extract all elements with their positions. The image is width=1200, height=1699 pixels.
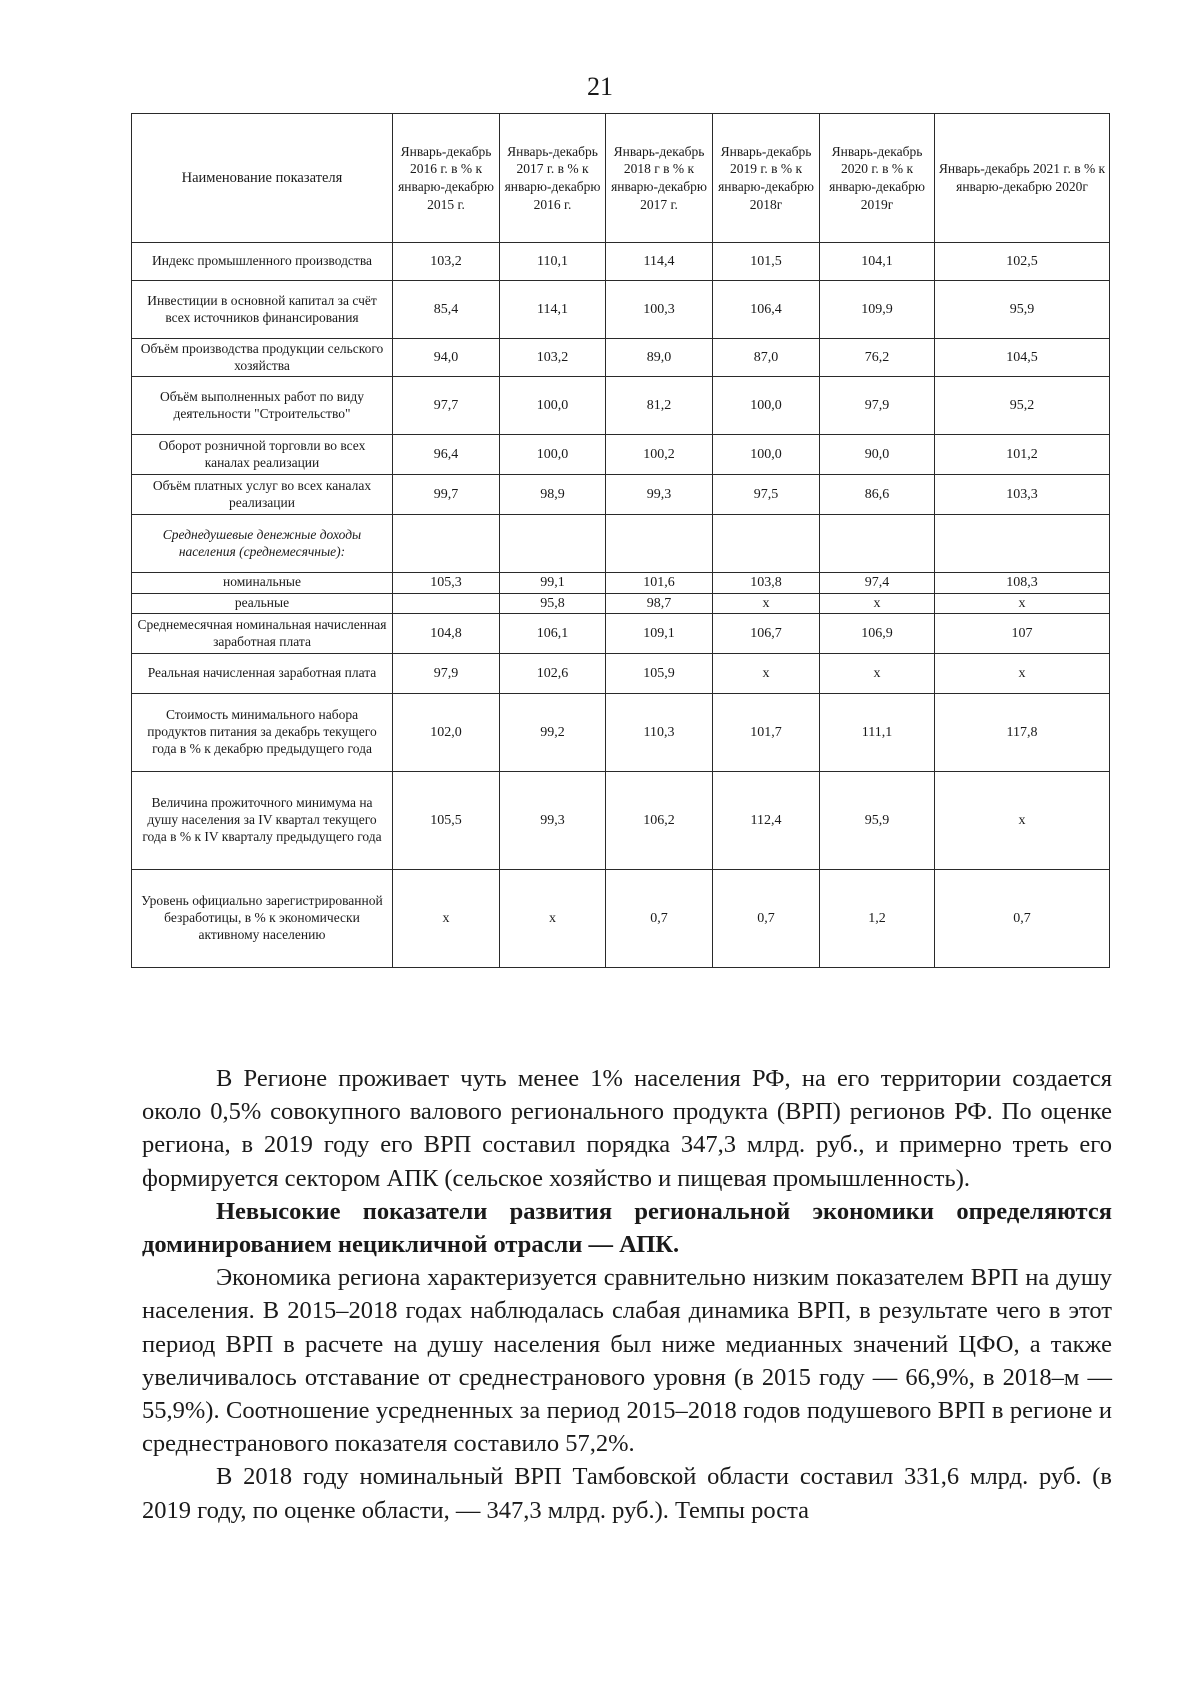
value-cell: 1,2 — [820, 870, 935, 968]
column-header-indicator-name: Наименование показателя — [132, 114, 393, 243]
value-cell: х — [820, 593, 935, 614]
paragraph: В Регионе проживает чуть менее 1% населения РФ, на его территории создается около 0,5% совокупного валового регионального продукта (ВРП) регионов РФ. По оценке региона, в 2019 году его ВРП составил порядка 347,3 млрд. руб., и примерно треть его формируется сектором АПК (сельское хозяйство и пищевая промышленность). — [142, 1065, 1112, 1192]
paragraph: Экономика региона характеризуется сравнительно низким показателем ВРП на душу населения. В 2015–2018 годах наблюдалась слабая динамика ВРП, в результате чего в этот период ВРП в расчете на душу населения был ниже медианных значений ЦФО, а также увеличивалось отставание от среднестранового уровня (в 2015 году — 66,9%, в 2018–м — 55,9%). Соотношение усредненных за период 2015–2018 годов подушевого ВРП в регионе и среднестранового показателя составило 57,2%. — [142, 1264, 1112, 1458]
value-cell — [935, 515, 1110, 573]
value-cell: 99,1 — [500, 573, 606, 594]
value-cell — [606, 515, 713, 573]
value-cell: 97,9 — [820, 377, 935, 435]
value-cell: 103,2 — [393, 243, 500, 281]
indicators-table — [131, 113, 1110, 968]
value-cell: 98,7 — [606, 593, 713, 614]
value-cell: 110,3 — [606, 694, 713, 772]
column-header-period: Январь-декабрь 2017 г. в % к январю-декабрю 2016 г. — [500, 114, 606, 243]
value-cell: 100,0 — [500, 435, 606, 475]
value-cell — [500, 515, 606, 573]
indicator-name-cell: Среднемесячная номинальная начисленная заработная плата — [132, 614, 393, 654]
value-cell: 0,7 — [713, 870, 820, 968]
table-row — [132, 870, 1110, 968]
indicator-name-cell: номинальные — [132, 573, 393, 594]
value-cell: 117,8 — [935, 694, 1110, 772]
indicator-name-cell: Оборот розничной торговли во всех каналах реализации — [132, 435, 393, 475]
value-cell: х — [393, 870, 500, 968]
indicator-name-cell: Объём платных услуг во всех каналах реализации — [132, 475, 393, 515]
indicator-name-cell: реальные — [132, 593, 393, 614]
value-cell — [713, 515, 820, 573]
column-header-period: Январь-декабрь 2019 г. в % к январю-декабрю 2018г — [713, 114, 820, 243]
value-cell: 99,3 — [606, 475, 713, 515]
value-cell: 101,2 — [935, 435, 1110, 475]
column-header-period: Январь-декабрь 2021 г. в % к январю-декабрю 2020г — [935, 114, 1110, 243]
value-cell: 90,0 — [820, 435, 935, 475]
value-cell: 100,2 — [606, 435, 713, 475]
value-cell: 98,9 — [500, 475, 606, 515]
value-cell: 95,9 — [935, 281, 1110, 339]
value-cell: 106,4 — [713, 281, 820, 339]
value-cell: 106,2 — [606, 772, 713, 870]
value-cell — [393, 593, 500, 614]
value-cell: 76,2 — [820, 339, 935, 377]
value-cell: 100,3 — [606, 281, 713, 339]
value-cell: 106,1 — [500, 614, 606, 654]
value-cell: 99,7 — [393, 475, 500, 515]
value-cell: 102,0 — [393, 694, 500, 772]
indicator-name-cell: Индекс промышленного производства — [132, 243, 393, 281]
value-cell: 109,1 — [606, 614, 713, 654]
table-row — [132, 573, 1110, 594]
column-header-period: Январь-декабрь 2020 г. в % к январю-декабрю 2019г — [820, 114, 935, 243]
value-cell: х — [713, 654, 820, 694]
value-cell: 111,1 — [820, 694, 935, 772]
value-cell: 107 — [935, 614, 1110, 654]
value-cell: 100,0 — [500, 377, 606, 435]
value-cell: 89,0 — [606, 339, 713, 377]
value-cell: 95,8 — [500, 593, 606, 614]
value-cell: 85,4 — [393, 281, 500, 339]
indicator-name-cell: Объём производства продукции сельского хозяйства — [132, 339, 393, 377]
value-cell: 96,4 — [393, 435, 500, 475]
indicator-name-cell: Величина прожиточного минимума на душу населения за IV квартал текущего года в % к IV кварталу предыдущего года — [132, 772, 393, 870]
value-cell: 99,2 — [500, 694, 606, 772]
value-cell: 100,0 — [713, 377, 820, 435]
value-cell: 97,5 — [713, 475, 820, 515]
value-cell: 101,5 — [713, 243, 820, 281]
value-cell: 87,0 — [713, 339, 820, 377]
value-cell: 114,1 — [500, 281, 606, 339]
value-cell — [393, 515, 500, 573]
value-cell: х — [935, 654, 1110, 694]
value-cell: 94,0 — [393, 339, 500, 377]
indicator-name-cell: Инвестиции в основной капитал за счёт всех источников финансирования — [132, 281, 393, 339]
value-cell: 105,3 — [393, 573, 500, 594]
value-cell: 105,9 — [606, 654, 713, 694]
value-cell: 112,4 — [713, 772, 820, 870]
table-row — [132, 614, 1110, 654]
column-header-period: Январь-декабрь 2018 г в % к январю-декабрю 2017 г. — [606, 114, 713, 243]
value-cell: 81,2 — [606, 377, 713, 435]
value-cell: 95,2 — [935, 377, 1110, 435]
value-cell: 109,9 — [820, 281, 935, 339]
value-cell: х — [713, 593, 820, 614]
value-cell: 0,7 — [606, 870, 713, 968]
table-row — [132, 654, 1110, 694]
value-cell: 86,6 — [820, 475, 935, 515]
value-cell: 102,5 — [935, 243, 1110, 281]
value-cell: 95,9 — [820, 772, 935, 870]
indicator-name-cell: Среднедушевые денежные доходы населения (среднемесячные): — [132, 515, 393, 573]
value-cell: 106,7 — [713, 614, 820, 654]
bold-paragraph: Невысокие показатели развития региональной экономики определяются доминированием нецикличной отрасли — АПК. — [142, 1197, 1112, 1259]
value-cell: 97,9 — [393, 654, 500, 694]
table-row — [132, 281, 1110, 339]
table-row — [132, 339, 1110, 377]
table-row — [132, 772, 1110, 870]
value-cell: х — [935, 593, 1110, 614]
table-row — [132, 435, 1110, 475]
table-row — [132, 475, 1110, 515]
table-row — [132, 243, 1110, 281]
value-cell: х — [500, 870, 606, 968]
table-row — [132, 694, 1110, 772]
value-cell: 101,6 — [606, 573, 713, 594]
indicator-name-cell: Стоимость минимального набора продуктов питания за декабрь текущего года в % к декабрю предыдущего года — [132, 694, 393, 772]
value-cell: 104,8 — [393, 614, 500, 654]
table-row — [132, 377, 1110, 435]
column-header-period: Январь-декабрь 2016 г. в % к январю-декабрю 2015 г. — [393, 114, 500, 243]
table-body — [132, 243, 1110, 968]
value-cell: 102,6 — [500, 654, 606, 694]
value-cell: 114,4 — [606, 243, 713, 281]
indicator-name-cell: Объём выполненных работ по виду деятельности "Строительство" — [132, 377, 393, 435]
value-cell: 99,3 — [500, 772, 606, 870]
table-row — [132, 593, 1110, 614]
value-cell: 110,1 — [500, 243, 606, 281]
value-cell: 106,9 — [820, 614, 935, 654]
value-cell: 0,7 — [935, 870, 1110, 968]
indicator-name-cell: Реальная начисленная заработная плата — [132, 654, 393, 694]
value-cell: х — [820, 654, 935, 694]
page-number: 21 — [587, 72, 613, 101]
value-cell: 103,3 — [935, 475, 1110, 515]
value-cell — [820, 515, 935, 573]
value-cell: х — [935, 772, 1110, 870]
indicator-name-cell: Уровень официально зарегистрированной безработицы, в % к экономически активному населению — [132, 870, 393, 968]
value-cell: 97,4 — [820, 573, 935, 594]
paragraph: В 2018 году номинальный ВРП Тамбовской области составил 331,6 млрд. руб. (в 2019 году, по оценке области, — 347,3 млрд. руб.). Темпы роста — [142, 1463, 1112, 1524]
header-row — [132, 114, 1110, 243]
table-header — [132, 114, 1110, 243]
value-cell: 103,2 — [500, 339, 606, 377]
value-cell: 100,0 — [713, 435, 820, 475]
value-cell: 97,7 — [393, 377, 500, 435]
value-cell: 101,7 — [713, 694, 820, 772]
body-text — [142, 1062, 1112, 1527]
value-cell: 108,3 — [935, 573, 1110, 594]
value-cell: 105,5 — [393, 772, 500, 870]
table-row — [132, 515, 1110, 573]
value-cell: 104,1 — [820, 243, 935, 281]
value-cell: 103,8 — [713, 573, 820, 594]
value-cell: 104,5 — [935, 339, 1110, 377]
